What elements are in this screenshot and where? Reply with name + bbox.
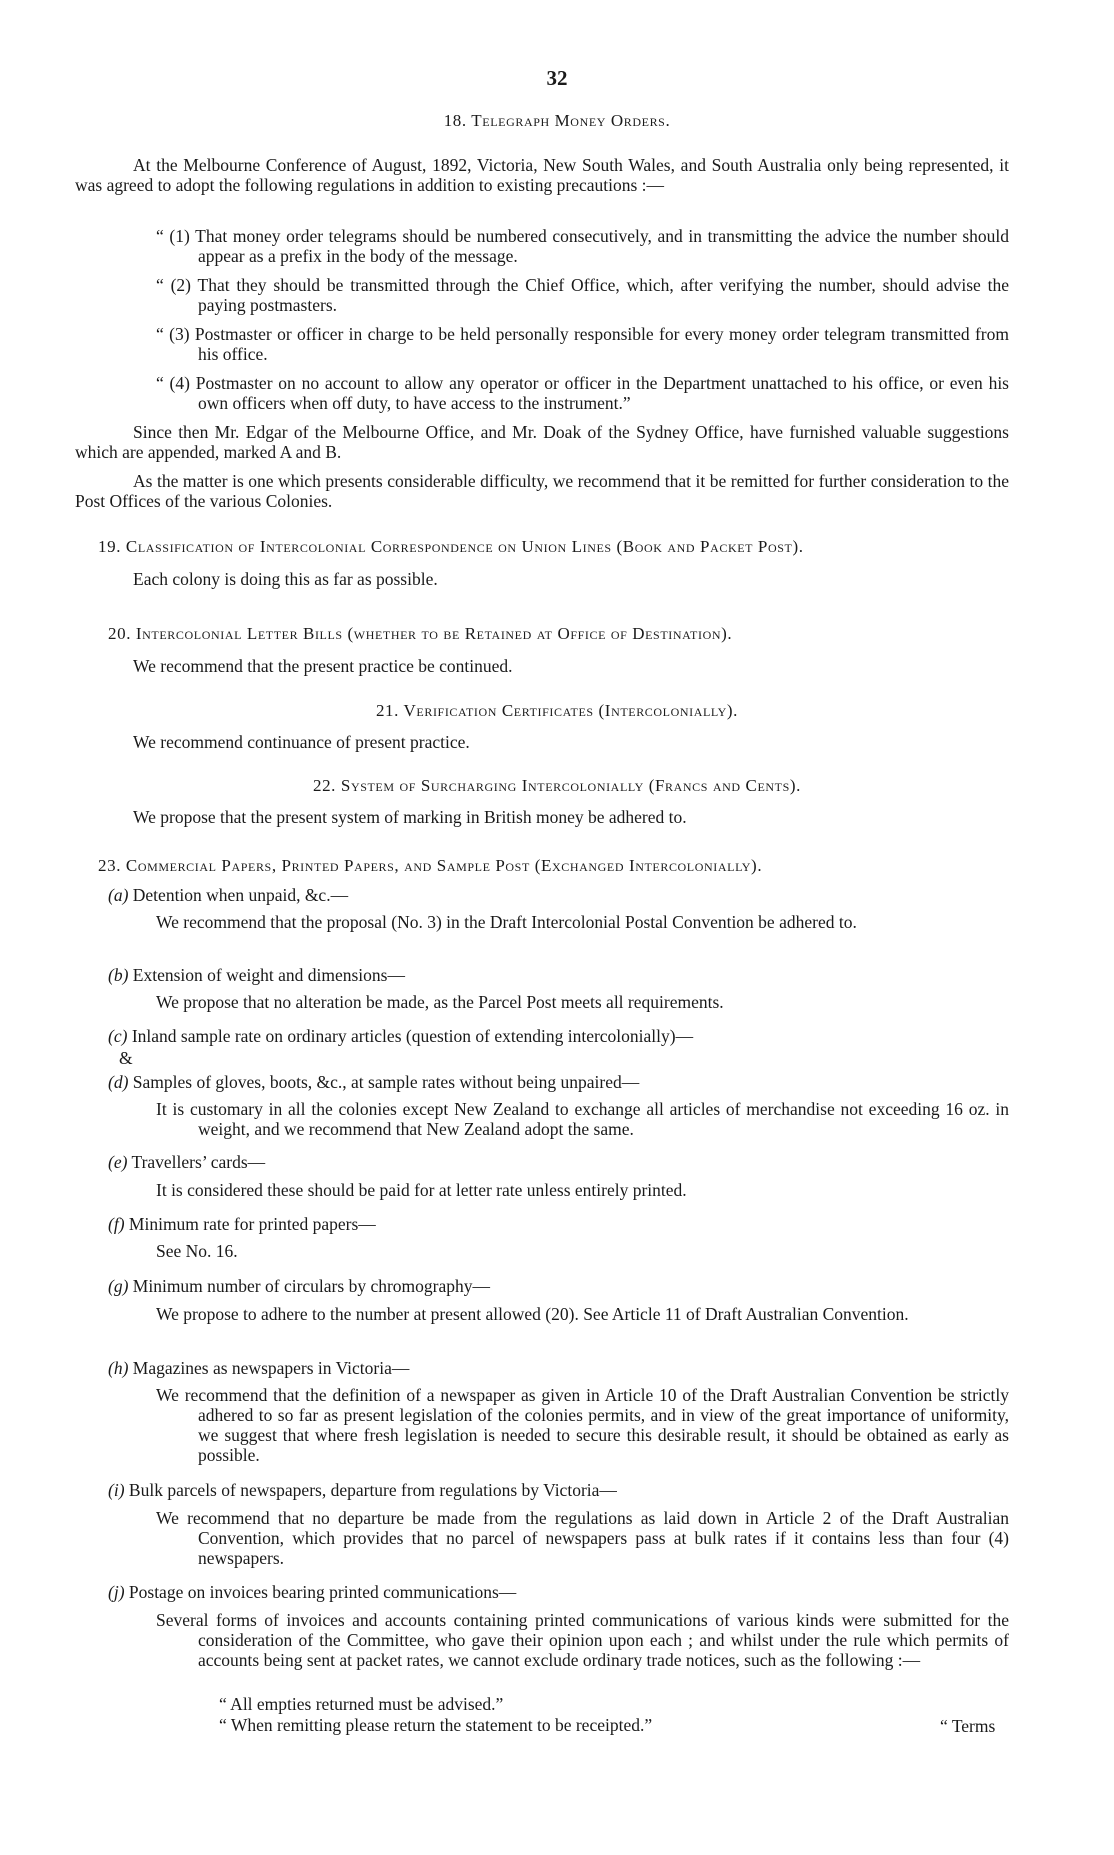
item-e-title-text: Travellers’ cards— bbox=[131, 1152, 266, 1172]
section-18-item-1: “ (1) That money order telegrams should be numbered consecutively, and in transmitting the advice the number should appear as a prefix in the body of the message. bbox=[156, 226, 1009, 266]
item-c-title bbox=[108, 1026, 693, 1046]
section-22-heading: 22. System of Surcharging Intercolonially (Francs and Cents). bbox=[312, 776, 801, 795]
item-d-label: (d) bbox=[108, 1072, 129, 1092]
item-h-text: We recommend that the definition of a newspaper as given in Article 10 of the Draft Australian Convention be strictly adhered to so far as present legislation of the colonies permits, and in view of the great importance of uniformity, we suggest that where fresh legislation is needed to secure this desirable result, it should be obtained as early as possible. bbox=[156, 1385, 1009, 1465]
section-18-item-3: “ (3) Postmaster or officer in charge to be held personally responsible for every money order telegram transmitted from his office. bbox=[156, 324, 1009, 364]
item-e-text: It is considered these should be paid for at letter rate unless entirely printed. bbox=[156, 1180, 687, 1200]
page-number: 32 bbox=[546, 66, 568, 90]
section-19-text: Each colony is doing this as far as possible. bbox=[133, 569, 438, 589]
section-21-heading: 21. Verification Certificates (Intercolonially). bbox=[375, 701, 739, 720]
section-18-since: Since then Mr. Edgar of the Melbourne Office, and Mr. Doak of the Sydney Office, have furnished valuable suggestions which are appended, marked A and B. bbox=[75, 422, 1009, 462]
item-c-label: (c) bbox=[108, 1026, 128, 1046]
item-b-title-text: Extension of weight and dimensions— bbox=[132, 965, 405, 985]
item-h-title bbox=[108, 1358, 409, 1378]
item-j-title-text: Postage on invoices bearing printed communications— bbox=[128, 1582, 517, 1602]
item-i-title bbox=[108, 1480, 617, 1500]
item-a-title-text: Detention when unpaid, &c.— bbox=[132, 885, 349, 905]
section-20-text: We recommend that the present practice be continued. bbox=[133, 656, 513, 676]
item-j-text: Several forms of invoices and accounts containing printed communications of various kinds were submitted for the consideration of the Committee, who gave their opinion upon each ; and whilst under the rule which permits of accounts being sent at packet rates, we cannot exclude ordinary trade notices, such as the following :— bbox=[156, 1610, 1009, 1670]
item-i-text: We recommend that no departure be made from the regulations as laid down in Article 2 of the Draft Australian Convention, which provides that no parcel of newspapers pass at bulk rates if it contains less than four (4) newspapers. bbox=[156, 1508, 1009, 1568]
item-i-title-text: Bulk parcels of newspapers, departure from regulations by Victoria— bbox=[128, 1480, 617, 1500]
section-21-text: We recommend continuance of present practice. bbox=[133, 732, 470, 752]
quote-remitting: “ When remitting please return the statement to be receipted.” bbox=[219, 1715, 653, 1735]
item-d-title bbox=[108, 1072, 639, 1092]
item-e-label: (e) bbox=[108, 1152, 128, 1172]
item-d-title-text: Samples of gloves, boots, &c., at sample rates without being unpaired— bbox=[132, 1072, 640, 1092]
item-f-text: See No. 16. bbox=[156, 1241, 238, 1261]
item-b-text: We propose that no alteration be made, as the Parcel Post meets all requirements. bbox=[156, 992, 724, 1012]
item-g-label: (g) bbox=[108, 1276, 129, 1296]
item-a-label: (a) bbox=[108, 885, 129, 905]
item-e-title bbox=[108, 1152, 265, 1172]
item-g-title bbox=[108, 1276, 490, 1296]
terms-catchword: “ Terms bbox=[940, 1716, 996, 1736]
item-a-text: We recommend that the proposal (No. 3) in the Draft Intercolonial Postal Convention be adhered to. bbox=[156, 912, 857, 932]
item-j-label: (j) bbox=[108, 1582, 125, 1602]
section-18-intro: At the Melbourne Conference of August, 1892, Victoria, New South Wales, and South Australia only being represented, it was agreed to adopt the following regulations in addition to existing precautions :— bbox=[75, 155, 1009, 195]
item-f-title bbox=[108, 1214, 376, 1234]
item-c-title-text: Inland sample rate on ordinary articles (question of extending intercolonially)— bbox=[131, 1026, 694, 1046]
item-i-label: (i) bbox=[108, 1480, 125, 1500]
section-18-item-4: “ (4) Postmaster on no account to allow any operator or officer in the Department unattached to his office, or even his own officers when off duty, to have access to the instrument.” bbox=[156, 373, 1009, 413]
section-18-item-2: “ (2) That they should be transmitted through the Chief Office, which, after verifying the number, should advise the paying postmasters. bbox=[156, 275, 1009, 315]
item-b-label: (b) bbox=[108, 965, 129, 985]
section-18-matter: As the matter is one which presents considerable difficulty, we recommend that it be remitted for further consideration to the Post Offices of the various Colonies. bbox=[75, 471, 1009, 511]
quote-empties: “ All empties returned must be advised.” bbox=[219, 1694, 504, 1714]
item-d-text: It is customary in all the colonies except New Zealand to exchange all articles of merchandise not exceeding 16 oz. in weight, and we recommend that New Zealand adopt the same. bbox=[156, 1099, 1009, 1139]
section-22-text: We propose that the present system of marking in British money be adhered to. bbox=[133, 807, 687, 827]
item-g-title-text: Minimum number of circulars by chromography— bbox=[132, 1276, 490, 1296]
section-18-heading: 18. Telegraph Money Orders. bbox=[443, 111, 671, 130]
section-23-heading: 23. Commercial Papers, Printed Papers, and Sample Post (Exchanged Intercolonially). bbox=[98, 856, 763, 875]
item-f-label: (f) bbox=[108, 1214, 125, 1234]
item-f-title-text: Minimum rate for printed papers— bbox=[128, 1214, 376, 1234]
section-20-heading: 20. Intercolonial Letter Bills (whether to be Retained at Office of Destination). bbox=[108, 624, 733, 643]
item-j-title bbox=[108, 1582, 516, 1602]
ampersand: & bbox=[119, 1048, 133, 1068]
item-a-title bbox=[108, 885, 348, 905]
item-g-text: We propose to adhere to the number at present allowed (20). See Article 11 of Draft Australian Convention. bbox=[156, 1304, 909, 1324]
section-19-heading: 19. Classification of Intercolonial Correspondence on Union Lines (Book and Packet Post). bbox=[98, 537, 804, 556]
item-h-label: (h) bbox=[108, 1358, 129, 1378]
item-b-title bbox=[108, 965, 405, 985]
item-h-title-text: Magazines as newspapers in Victoria— bbox=[132, 1358, 410, 1378]
